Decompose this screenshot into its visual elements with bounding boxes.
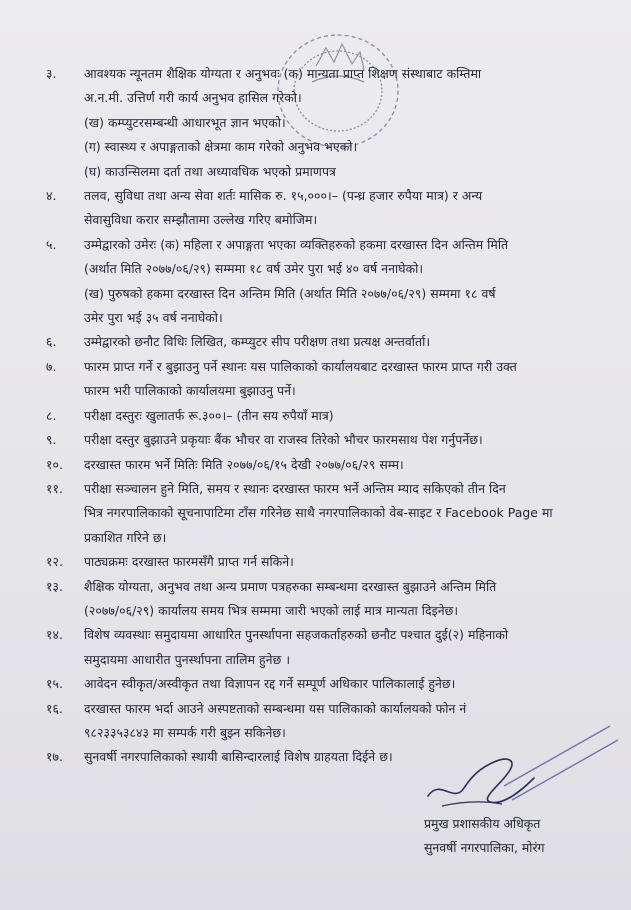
item-number: १५. [46, 676, 63, 692]
signature-block [424, 812, 545, 860]
signatory-office: सुनवर्षी नगरपालिका, मोरंग [424, 840, 545, 855]
item-line: प्रकाशित गरिने छ। [84, 529, 167, 545]
item-line: आवश्यक न्यूनतम शैक्षिक योग्यता र अनुभवः (क) मान्यता प्राप्त शिक्षण संस्थाबाट कम्तिमा [84, 66, 482, 81]
item-line: ९८२३३५३८४३ मा सम्पर्क गरी बुझ्न सकिनेछ। [84, 724, 286, 740]
item-number: ११. [46, 480, 63, 496]
notice-item [38, 672, 605, 696]
item-number: ५. [46, 236, 57, 252]
item-line: शैक्षिक योग्यता, अनुभव तथा अन्य प्रमाण पत्रहरुका सम्बन्धमा दरखास्त बुझाउने अन्तिम मिति [84, 578, 497, 594]
item-number: ४. [46, 188, 57, 204]
notice-item [38, 428, 605, 452]
item-number: ७. [46, 358, 57, 374]
notice-item [38, 453, 605, 477]
item-line: दरखास्त फारम भर्ने मितिः मिति २०७७/०६/१५ देखी २०७७/०६/२९ सम्म। [84, 456, 404, 472]
item-number: १२. [46, 554, 63, 570]
item-line: फारम भरी पालिकाको कार्यालयमा बुझाउनु पर्ने। [84, 383, 296, 399]
item-line: पाठ्यक्रमः दरखास्त फारमसँगै प्राप्त गर्न सकिने। [84, 554, 294, 570]
item-line: परीक्षा दस्तुर बुझाउने प्रकृयाः बैंक भौचर वा राजस्व तिरेको भौचर फारमसाथ पेश गर्नुपर्नेछ। [84, 432, 483, 448]
notice-body [38, 62, 605, 770]
item-number: ३. [46, 66, 57, 81]
signatory-title: प्रमुख प्रशासकीय अधिकृत [424, 816, 541, 831]
item-line: समुदायमा आधारीत पुनर्स्थापना तालिम हुनेछ । [84, 651, 291, 667]
handwritten-signature [420, 748, 540, 818]
notice-item [38, 404, 605, 428]
item-number: १३. [46, 578, 63, 594]
notice-item [38, 550, 605, 574]
item-line: परीक्षा दस्तुरः खुलातर्फ रू.३००।– (तीन सय रुपैयाँ मात्र) [84, 407, 334, 423]
item-line: तलव, सुविधा तथा अन्य सेवा शर्तः मासिक रु. १५,०००।– (पन्ध्र हजार रुपैया मात्र) र अन्य [84, 188, 483, 204]
item-line: अ.न.मी. उत्तिर्ण गरी कार्य अनुभव हासिल गरेको। [84, 90, 302, 106]
notice-item [38, 62, 605, 184]
item-line: (ग) स्वास्थ्य र अपाङ्गताको क्षेत्रमा काम गरेको अनुभव भएको। [84, 139, 358, 155]
item-line: भित्र नगरपालिकाको सूचनापाटिमा टाँस गरिनेछ साथै नगरपालिकाको वेब-साइट र Facebook Page मा [84, 505, 553, 521]
item-line: सेवासुविधा करार सम्झौतामा उल्लेख गरिए बमोजिम। [84, 212, 318, 228]
item-line: (ख) पुरुषको हकमा दरखास्त दिन अन्तिम मिति (अर्थात मिति २०७७/०६/२९) सम्ममा १८ वर्ष [84, 285, 496, 301]
item-number: ६. [46, 334, 57, 350]
notice-item [38, 233, 605, 331]
item-number: १०. [46, 456, 63, 472]
item-line: उम्मेद्वारको छनौट विधिः लिखित, कम्प्युटर सीप परीक्षण तथा प्रत्यक्ष अन्तर्वार्ता। [84, 334, 431, 350]
notice-item [38, 355, 605, 404]
item-number: १६. [46, 700, 63, 716]
item-line: (२०७७/०६/२९) कार्यालय समय भित्र सम्ममा जारी भएको लाई मात्र मान्यता दिइनेछ। [84, 602, 459, 618]
item-number: ८. [46, 407, 57, 423]
item-line: (अर्थात मिति २०७७/०६/२९) सम्ममा १८ वर्ष उमेर पुरा भई ४० वर्ष ननाघेको। [84, 261, 424, 277]
item-number: ९. [46, 432, 57, 448]
item-line: दरखास्त फारम भर्दा आउने अस्पष्टताको सम्बन्धमा यस पालिकाको कार्यालयको फोन नं [84, 700, 467, 716]
item-line: फारम प्राप्त गर्ने र बुझाउनु पर्ने स्थानः यस पालिकाको कार्यालयबाट दरखास्त फारम प्राप्त गरी उक्त [84, 358, 517, 374]
notice-item [38, 477, 605, 550]
item-number: १७. [46, 749, 63, 765]
item-line: सुनवर्षी नगरपालिकाको स्थायी बासिन्दारलाई विशेष ग्राहयता दिईने छ। [84, 749, 393, 765]
item-line: (ख) कम्प्युटरसम्बन्धी आधारभूत ज्ञान भएको। [84, 114, 286, 130]
item-line: विशेष व्यवस्थाः समुदायमा आधारित पुनर्स्थापना सहजकर्ताहरुको छनौट पश्चात दुई(२) महिनाको [84, 627, 509, 643]
notice-item [38, 330, 605, 354]
item-line: उमेर पुरा भई ३५ वर्ष ननाघेको। [84, 310, 223, 326]
notice-item [38, 623, 605, 672]
notice-item [38, 184, 605, 233]
item-line: आवेदन स्वीकृत/अस्वीकृत तथा विज्ञापन रद्द गर्ने सम्पूर्ण अधिकार पालिकालाई हुनेछ। [84, 676, 456, 692]
item-number: १४. [46, 627, 63, 643]
item-line: परीक्षा सञ्चालन हुने मिति, समय र स्थानः दरखास्त फारम भर्ने अन्तिम म्याद सकिएको तीन दिन [84, 480, 506, 496]
item-line: उम्मेद्वारको उमेरः (क) महिला र अपाङ्गता भएका व्यक्तिहरुको हकमा दरखास्त दिन अन्तिम मिति [84, 236, 509, 252]
notice-item [38, 575, 605, 624]
item-line: (घ) काउन्सिलमा दर्ता तथा अध्यावधिक भएको प्रमाणपत्र [84, 163, 336, 179]
